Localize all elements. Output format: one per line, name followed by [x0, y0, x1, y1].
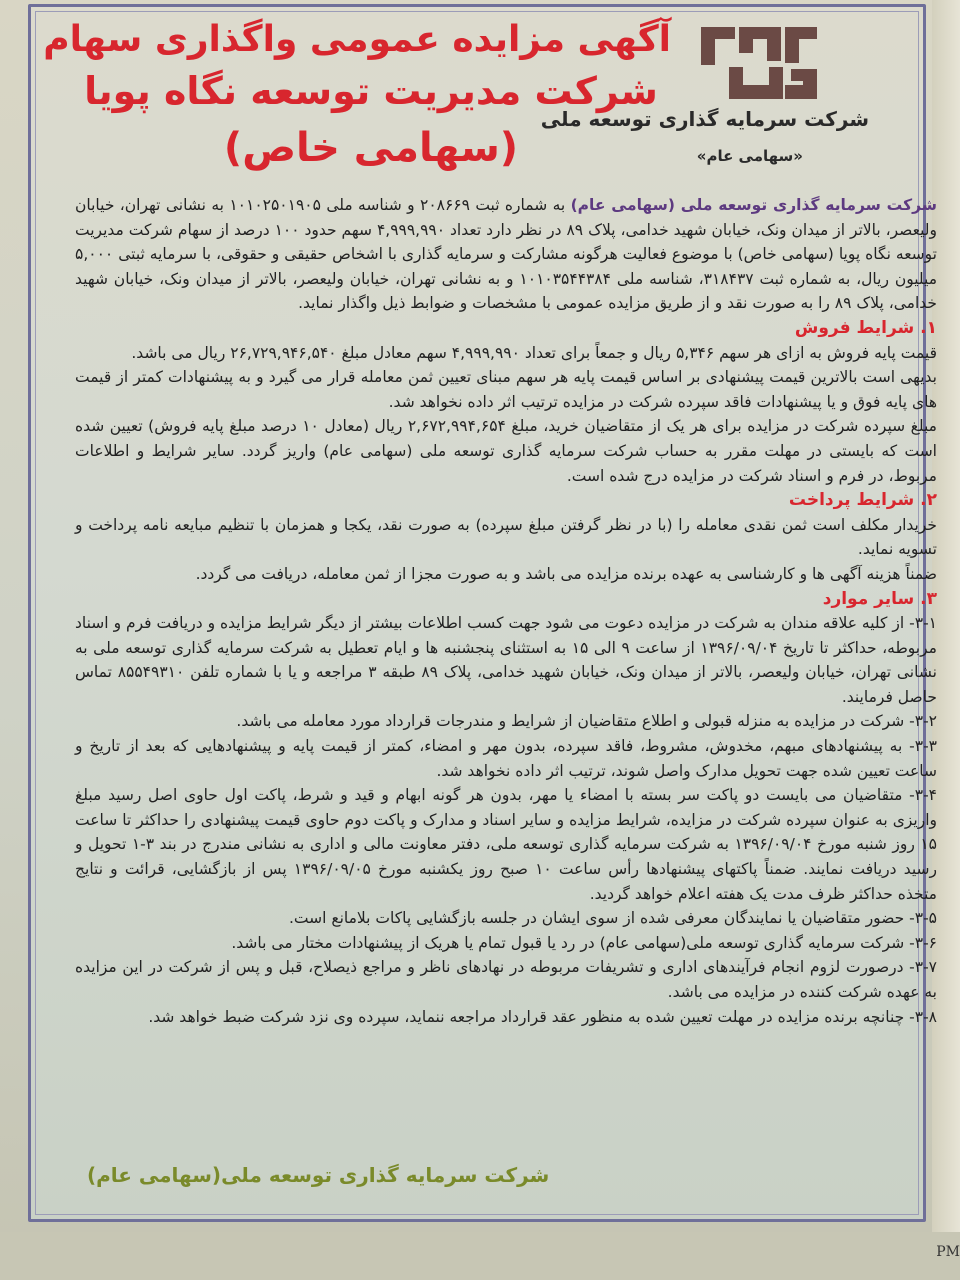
page-bottom-margin [0, 1232, 960, 1280]
section-1-paragraph: قیمت پایه فروش به ازای هر سهم ۵,۳۴۶ ریال و جمعاً برای تعداد ۴,۹۹۹,۹۹۰ سهم معادل مبلغ ۲۶,۷۲۹,۹۴۶,۵۴۰ ریال می باشد. [131, 343, 937, 362]
intro-lead: شرکت سرمایه گذاری توسعه ملی (سهامی عام) [570, 196, 937, 214]
signature: شرکت سرمایه گذاری توسعه ملی(سهامی عام) [87, 1163, 550, 1187]
section-1-paragraph: بدیهی است بالاترین قیمت پیشنهادی بر اساس قیمت پایه هر سهم مبنای تعیین ثمن معامله قرار می گیرد و به پیشنهادات کمتر از قیمت های پایه فوق و یا پیشنهادات فاقد سپرده شرکت در مزایده ترتیب اثر داده نخواهد شد. [75, 368, 937, 411]
section-3-item: ۳-۶- شرکت سرمایه گذاری توسعه ملی(سهامی عام) در رد یا قبول تمام یا هریک از پیشنهادات مختار می باشد. [231, 933, 937, 952]
ad-title-line-3: (سهامی خاص) [223, 125, 519, 171]
section-3-item: ۳-۸- چنانچه برنده مزایده در مهلت تعیین شده به منظور عقد قرارداد مراجعه ننماید، سپرده وی نزد شرکت ضبط خواهد شد. [148, 1007, 937, 1026]
ad-title-line-2: شرکت مدیریت توسعه نگاه پویا [84, 69, 658, 113]
section-3-item: ۳-۷- درصورت لزوم انجام فرآیندهای اداری و تشریفات مربوطه در نهادهای ناظر و مراجع ذیصلاح، قبل و پس از شرکت در این مزایده به عهده شرکت کننده در مزایده می باشد. [75, 958, 937, 1001]
company-logo-icon [699, 23, 819, 103]
section-3-item: ۳-۱- از کلیه علاقه مندان به شرکت در مزایده دعوت می شود جهت کسب اطلاعات بیشتر از دیگر شرایط مزایده و دریافت فرم و اسناد مربوطه، حداکثر تا تاریخ ۱۳۹۶/۰۹/۰۴ از ساعت ۹ الی ۱۵ به استثنای پنجشنبه ها و ایام تعطیل به شرکت سرمایه گذاری توسعه ملی به نشانی تهران، خیابان ولیعصر، بالاتر از میدان ونک، خیابان شهید خدامی، پلاک ۸۹ طبقه ۳ مراجعه و یا با شماره تلفن ۸۵۵۴۹۳۱۰ تماس حاصل فرمایند. [75, 614, 937, 706]
section-2-paragraph: ضمناً هزینه آگهی ها و کارشناسی به عهده برنده مزایده می باشد و به صورت مجزا از ثمن معامله، دریافت می گردد. [195, 564, 937, 583]
intro-text: به شماره ثبت ۲۰۸۶۶۹ و شناسه ملی ۱۰۱۰۲۵۰۱۹۰۵ به نشانی تهران، خیابان ولیعصر، بالاتر از میدان ونک، خیابان شهید خدامی، پلاک ۸۹ در نظر دارد تعداد ۴,۹۹۹,۹۹۰ سهم حدود ۱۰۰ درصد از سهام شرکت مدیریت توسعه نگاه پویا (سهامی خاص) با موضوع فعالیت هرگونه مشارکت و سرمایه گذاری با اشخاص حقیقی و حقوقی، با سرمایه ثبتی ۵,۰۰۰ میلیون ریال، به شماره ثبت ۳۱۸۴۳۷، شناسه ملی ۱۰۱۰۳۵۴۴۳۸۴ و به نشانی تهران، خیابان ولیعصر، بالاتر از میدان ونک، خیابان شهید خدامی، پلاک ۸۹ را به صورت نقد و از طریق مزایده عمومی با مشخصات و ضوابط ذیل واگذار نماید. [75, 196, 937, 313]
brand-company-name: شرکت سرمایه گذاری توسعه ملی [540, 107, 869, 131]
section-3-item: ۳-۴- متقاضیان می بایست دو پاکت سر بسته با امضاء یا مهر، بدون هر گونه ابهام و قید و شرط، پاکت اول حاوی اصل رسید مبلغ واریزی به عنوان سپرده شرکت در مزایده، شرایط مزایده و سایر اسناد و مدارک و پاکت دوم حاوی قیمت پیشنهادی را حداکثر تا ساعت ۱۵ روز شنبه مورخ ۱۳۹۶/۰۹/۰۴ به شرکت سرمایه گذاری توسعه ملی، دفتر معاونت مالی و اداری به نشانی مندرج در بند ۳-۱ تحویل و رسید دریافت نمایند. ضمناً پاکتهای پیشنهادها رأس ساعت ۱۰ صبح روز یکشنبه مورخ ۱۳۹۶/۰۹/۰۵ پس از بازگشایی، قرائت و نتایج متخذه حداکثر ظرف مدت یک هفته اعلام خواهد گردید. [75, 786, 938, 903]
ad-body [75, 193, 937, 1029]
intro-paragraph [75, 193, 937, 316]
section-1-heading: ۱. شرایط فروش [794, 317, 937, 338]
brand-company-type: «سهامی عام» [696, 147, 803, 165]
section-3-item: ۳-۵- حضور متقاضیان یا نمایندگان معرفی شده از سوی ایشان در جلسه بازگشایی پاکات بلامانع است. [288, 909, 937, 928]
section-3-heading: ۳. سایر موارد [822, 588, 937, 609]
advertisement-frame [28, 4, 938, 1222]
ad-title-line-1: آگهی مزایده عمومی واگذاری سهام [43, 19, 671, 60]
section-1-paragraph: مبلغ سپرده شرکت در مزایده برای هر یک از متقاضیان خرید، مبلغ ۲,۶۷۲,۹۹۴,۶۵۴ ریال (معادل ۱۰ درصد مبلغ پایه فروش) تعیین شده است که بایستی در مهلت مقرر به حساب شرکت سرمایه گذاری توسعه ملی (سهامی عام) واریز گردد. سایر شرایط و اطلاعات مربوط، در فرم و اسناد شرکت در مزایده درج شده است. [75, 417, 937, 485]
section-3-item: ۳-۲- شرکت در مزایده به منزله قبولی و اطلاع متقاضیان از شرایط و مندرجات قرارداد مورد معامله می باشد. [236, 712, 937, 731]
section-2-paragraph: خریدار مکلف است ثمن نقدی معامله را (با در نظر گرفتن مبلغ سپرده) به صورت نقد، یکجا و همزمان با تنظیم مبایعه نامه پرداخت و تسویه نماید. [75, 515, 937, 559]
section-2-heading: ۲. شرایط پرداخت [788, 490, 937, 511]
corner-text: PM [936, 1244, 960, 1260]
section-3-item: ۳-۳- به پیشنهادهای مبهم، مخدوش، مشروط، فاقد سپرده، بدون مهر و امضاء، کمتر از قیمت پایه و پیشنهادهایی که بعد از تاریخ و ساعت تعیین شده جهت تحویل مدارک واصل شوند، ترتیب اثر داده نخواهد شد. [75, 737, 937, 780]
